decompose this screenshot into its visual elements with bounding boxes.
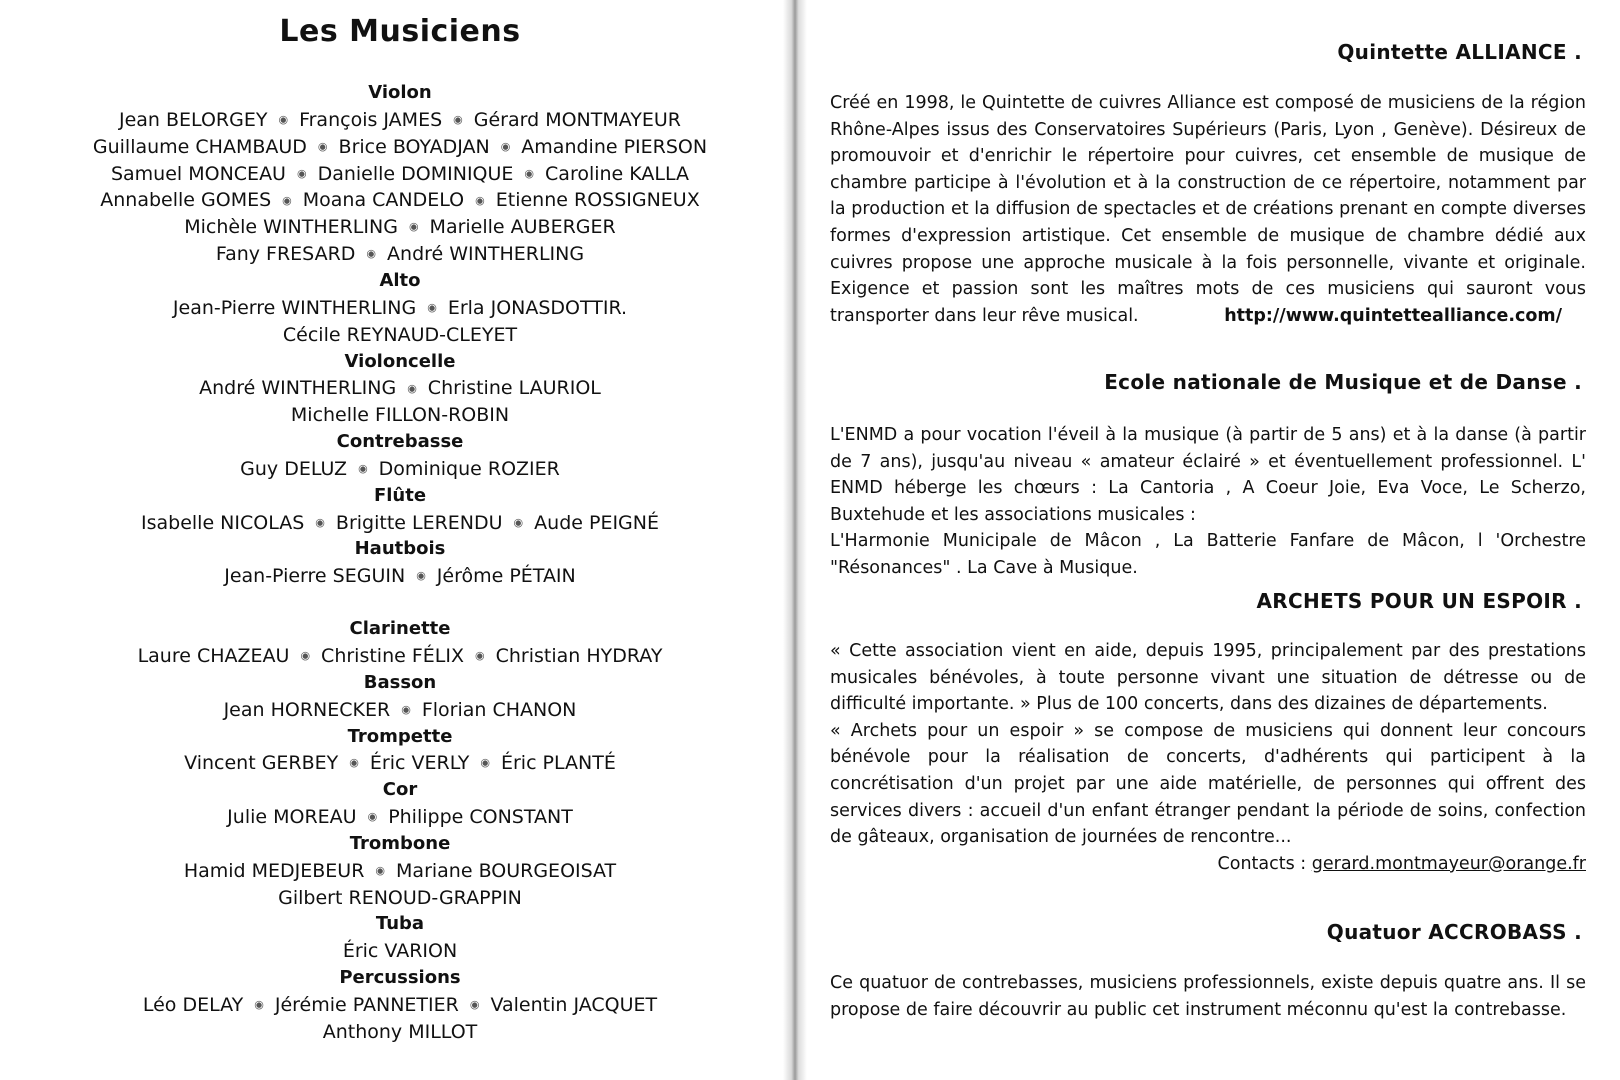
musician-line <box>0 563 800 590</box>
bullet-icon: ◉ <box>367 810 378 824</box>
bullet-icon: ◉ <box>480 756 490 770</box>
musicians-list <box>0 80 800 1045</box>
section-gap <box>0 590 800 616</box>
bullet-icon: ◉ <box>474 649 485 663</box>
section-title: Trompette <box>347 725 453 747</box>
alliance-url-link[interactable]: http://www.quintettealliance.com/ <box>1224 305 1562 326</box>
musician-line <box>0 107 800 134</box>
musician-line <box>0 241 800 268</box>
bullet-icon: ◉ <box>282 193 292 207</box>
musician-line <box>0 161 800 188</box>
section-title: Alto <box>379 270 421 292</box>
musician-name: Florian CHANON <box>421 698 577 721</box>
contact-label: Contacts : <box>1217 853 1312 874</box>
section-title: Violon <box>368 82 432 103</box>
bullet-icon: ◉ <box>469 997 480 1011</box>
musician-name: Cécile REYNAUD-CLEYET <box>282 323 518 346</box>
musician-name: Julie MOREAU <box>227 806 357 829</box>
musician-name: Éric PLANTÉ <box>500 752 616 775</box>
musician-name: Jean BELORGEY <box>119 108 268 131</box>
musician-name: Hamid MEDJEBEUR <box>183 859 365 882</box>
musician-line <box>0 804 800 831</box>
musician-name: Brigitte LERENDU <box>335 511 503 534</box>
archets-contact <box>830 851 1586 878</box>
musician-line <box>0 697 800 724</box>
musician-name: Erla JONASDOTTIR. <box>447 296 628 319</box>
musician-line <box>0 322 800 349</box>
musician-line <box>0 643 800 670</box>
bullet-icon: ◉ <box>500 139 511 153</box>
bullet-icon: ◉ <box>349 756 359 770</box>
musician-name: Jean-Pierre SEGUIN <box>224 565 406 588</box>
archets-text-2: « Archets pour un espoir » se compose de musiciens qui donnent leur concours bénévole pour la réalisation de concerts, d'adhérents qui participent à la concrétisation d'un projet par une aide matérielle, de personnes qui offrent des services divers : accueil d'un enfant étranger pendant la période de soins, confection de gâteaux, organisation de journées de rencontre... <box>830 720 1586 848</box>
musician-name: Etienne ROSSIGNEUX <box>495 189 700 212</box>
musician-name: Michelle FILLON-ROBIN <box>290 404 510 427</box>
musician-name: Anthony MILLOT <box>322 1020 478 1043</box>
musician-line <box>0 750 800 777</box>
section-title: Basson <box>363 671 437 693</box>
musician-name: Jérémie PANNETIER <box>274 993 459 1016</box>
left-page <box>0 0 795 1080</box>
bullet-icon: ◉ <box>408 220 419 234</box>
bullet-icon: ◉ <box>524 166 535 180</box>
archets-section <box>830 638 1586 877</box>
musician-name: Aude PEIGNÉ <box>534 511 659 534</box>
musician-name: Philippe CONSTANT <box>388 806 573 829</box>
musician-line <box>0 938 800 965</box>
musician-name: Caroline KALLA <box>545 162 690 185</box>
musician-line <box>0 402 800 429</box>
musician-name: Samuel MONCEAU <box>110 162 286 185</box>
musician-name: Laure CHAZEAU <box>137 644 290 667</box>
bullet-icon: ◉ <box>317 139 328 153</box>
ecole-text: L'ENMD a pour vocation l'éveil à la musique (à partir de 5 ans) et à la danse (à partir de 7 ans), jusqu'au niveau « amateur éclairé » et éventuellement professionnel. L' ENMD héberge les chœurs : La Cantoria , A Coeur Joie, Eva Voce, Le Scherzo, Buxtehude et les associations musicales : <box>830 425 1586 525</box>
musician-name: André WINTHERLING <box>199 377 397 400</box>
archets-title: ARCHETS POUR UN ESPOIR . <box>1256 589 1582 613</box>
musician-line <box>0 295 800 322</box>
accrobass-title: Quatuor ACCROBASS . <box>1326 920 1582 944</box>
bullet-icon: ◉ <box>427 301 437 315</box>
section-title: Trombone <box>349 832 451 854</box>
musician-line <box>0 214 800 241</box>
musician-line <box>0 858 800 885</box>
musician-name: Dominique ROZIER <box>378 457 560 480</box>
musician-name: Jérôme PÉTAIN <box>436 565 576 588</box>
bullet-icon: ◉ <box>315 515 325 529</box>
musician-name: Christian HYDRAY <box>495 644 663 667</box>
musician-name: Fany FRESARD <box>215 243 356 266</box>
musician-name: Jean HORNECKER <box>223 698 391 721</box>
musician-name: Guillaume CHAMBAUD <box>92 135 307 158</box>
bullet-icon: ◉ <box>407 381 417 395</box>
bullet-icon: ◉ <box>300 649 311 663</box>
alliance-title: Quintette ALLIANCE . <box>1337 40 1582 64</box>
bullet-icon: ◉ <box>416 569 426 583</box>
accrobass-text: Ce quatuor de contrebasses, musiciens professionnels, existe depuis quatre ans. Il se propose de faire découvrir au public cet instrument méconnu qu'est la contrebasse. <box>830 973 1586 1020</box>
musician-name: Vincent GERBEY <box>184 752 339 775</box>
musician-name: Gérard MONTMAYEUR <box>473 108 681 131</box>
musician-name: Gilbert RENOUD-GRAPPIN <box>278 886 522 909</box>
bullet-icon: ◉ <box>278 112 289 126</box>
section-title: Cor <box>382 779 418 801</box>
musician-name: Brice BOYADJAN <box>338 135 490 158</box>
musician-name: Annabelle GOMES <box>100 189 272 212</box>
section-title: Contrebasse <box>336 431 464 453</box>
section-title: Percussions <box>339 967 461 988</box>
musician-line <box>0 1019 800 1046</box>
musician-name: Éric VARION <box>342 940 458 963</box>
musician-name: Mariane BOURGEOISAT <box>396 859 617 882</box>
musician-line <box>0 992 800 1019</box>
bullet-icon: ◉ <box>358 462 368 475</box>
section-title: Clarinette <box>349 618 451 640</box>
musician-line <box>0 456 800 483</box>
section-title: Violoncelle <box>344 350 456 372</box>
ecole-section <box>830 422 1586 582</box>
musician-line <box>0 134 800 161</box>
accrobass-section <box>830 970 1586 1023</box>
musician-name: Danielle DOMINIQUE <box>317 162 514 185</box>
musician-name: Christine LAURIOL <box>427 377 601 400</box>
musician-line <box>0 375 800 402</box>
musician-line <box>0 885 800 912</box>
musician-name: Moana CANDELO <box>302 189 465 212</box>
bullet-icon: ◉ <box>375 863 386 877</box>
section-title: Hautbois <box>354 538 446 560</box>
alliance-text <box>830 90 1586 329</box>
ecole-title: Ecole nationale de Musique et de Danse . <box>1104 370 1582 394</box>
archets-text: « Cette association vient en aide, depuis 1995, principalement par des prestations musicales bénévoles, à toute personne vivant une situation de détresse ou de difficulté importante. » Plus de 100 concerts, dans des dizaines de départements. <box>830 641 1586 715</box>
musician-name: François JAMES <box>299 108 443 131</box>
bullet-icon: ◉ <box>513 515 524 529</box>
bullet-icon: ◉ <box>296 166 307 180</box>
ecole-text-2: L'Harmonie Municipale de Mâcon , La Batterie Fanfare de Mâcon, l 'Orchestre "Résonances" . La Cave à Musique. <box>830 531 1586 578</box>
musician-name: Léo DELAY <box>142 993 244 1016</box>
bullet-icon: ◉ <box>401 702 411 716</box>
musician-name: Isabelle NICOLAS <box>140 511 305 534</box>
musician-name: Marielle AUBERGER <box>429 216 616 239</box>
musician-line <box>0 187 800 214</box>
section-title: Tuba <box>375 913 425 935</box>
musician-name: Valentin JACQUET <box>490 993 658 1016</box>
bullet-icon: ◉ <box>475 193 485 207</box>
alliance-section <box>830 90 1586 329</box>
musician-name: Michèle WINTHERLING <box>184 216 398 239</box>
bullet-icon: ◉ <box>254 997 264 1011</box>
bullet-icon: ◉ <box>366 247 377 261</box>
musician-line <box>0 510 800 537</box>
musician-name: Christine FÉLIX <box>321 644 464 667</box>
section-title: Flûte <box>373 484 427 506</box>
contact-email-link[interactable]: gerard.montmayeur@orange.fr <box>1311 853 1586 874</box>
page-title: Les Musiciens <box>279 14 521 49</box>
musician-name: Éric VERLY <box>369 752 470 775</box>
musician-name: Jean-Pierre WINTHERLING <box>172 296 417 319</box>
bullet-icon: ◉ <box>453 112 463 126</box>
alliance-paragraph: Créé en 1998, le Quintette de cuivres Alliance est composé de musiciens de la région Rhône-Alpes issus des Conservatoires Supérieurs (Paris, Lyon , Genève). Désireux de promouvoir et d'enrichir le répertoire pour cuivres, cet ensemble de musique de chambre participe à l'évolution et à la construction de ce répertoire, notamment par la production et la diffusion de spectacles et de créations prenant en compte diverses formes d'expression artistique. Cet ensemble de musique de chambre dédié aux cuivres propose une approche musicale à la fois personnelle, vivante et originale. Exigence et passion sont les maîtres mots de ces musiciens qui sauront vous transporter dans leur rêve musical. <box>830 93 1586 326</box>
musician-name: André WINTHERLING <box>387 243 585 266</box>
musician-name: Amandine PIERSON <box>521 135 708 158</box>
musician-name: Guy DELUZ <box>240 457 348 480</box>
